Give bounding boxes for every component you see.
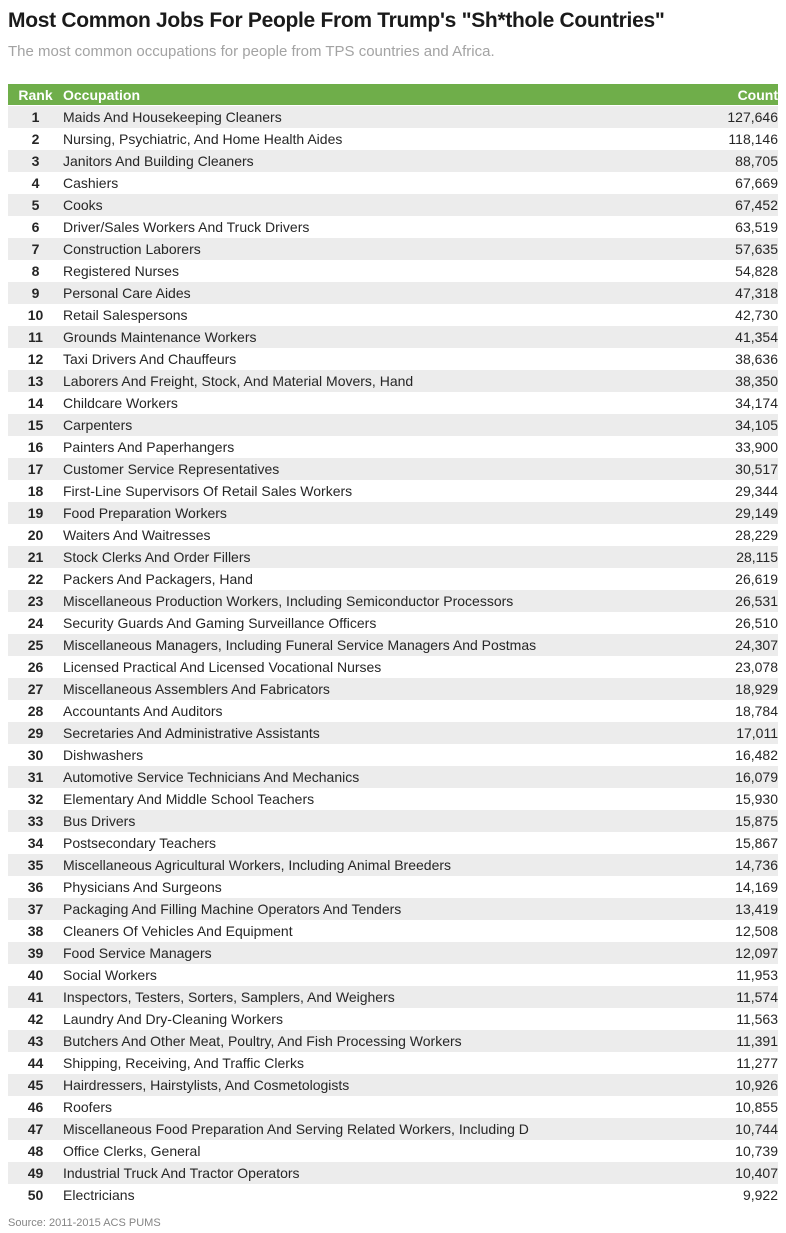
rank-cell: 30 (27, 747, 44, 764)
table-row (8, 590, 778, 612)
occupation-cell: Personal Care Aides (63, 285, 191, 302)
table-row (8, 216, 778, 238)
table-row (8, 920, 778, 942)
rank-cell: 21 (27, 549, 44, 566)
rank-cell: 1 (31, 109, 40, 126)
occupation-cell: Hairdressers, Hairstylists, And Cosmetologists (63, 1077, 350, 1094)
table-row (8, 1030, 778, 1052)
rank-cell: 25 (27, 637, 44, 654)
count-cell: 11,953 (736, 967, 778, 984)
rank-cell: 41 (27, 989, 44, 1006)
rank-cell: 44 (27, 1055, 44, 1072)
count-cell: 15,875 (735, 813, 778, 830)
table-row (8, 832, 778, 854)
count-cell: 11,277 (736, 1055, 778, 1072)
count-cell: 67,669 (735, 175, 778, 192)
rank-cell: 24 (27, 615, 44, 632)
occupation-cell: Dishwashers (63, 747, 144, 764)
rank-cell: 14 (27, 395, 44, 412)
occupation-cell: Stock Clerks And Order Fillers (63, 549, 251, 566)
rank-cell: 11 (28, 329, 43, 346)
count-cell: 16,079 (735, 769, 778, 786)
table-header (8, 84, 778, 106)
table-row (8, 370, 778, 392)
count-cell: 34,174 (735, 395, 778, 412)
rank-cell: 17 (27, 461, 44, 478)
table-row (8, 1184, 778, 1206)
rank-cell: 39 (27, 945, 44, 962)
occupation-cell: Shipping, Receiving, And Traffic Clerks (63, 1055, 304, 1072)
rank-cell: 38 (27, 923, 44, 940)
count-cell: 118,146 (728, 131, 778, 148)
table-row (8, 634, 778, 656)
rank-cell: 49 (27, 1165, 44, 1182)
occupation-cell: Laborers And Freight, Stock, And Material Movers, Hand (63, 373, 414, 390)
occupation-cell: Miscellaneous Production Workers, Including Semiconductor Processors (63, 593, 514, 610)
rank-cell: 42 (27, 1011, 44, 1028)
rank-cell: 46 (27, 1099, 44, 1116)
occupation-cell: Miscellaneous Food Preparation And Serving Related Workers, Including D (63, 1121, 529, 1138)
jobs-table (8, 84, 778, 1206)
rank-cell: 31 (27, 769, 44, 786)
occupation-cell: Industrial Truck And Tractor Operators (63, 1165, 300, 1182)
table-row (8, 524, 778, 546)
rank-cell: 19 (27, 505, 44, 522)
rank-cell: 27 (27, 681, 44, 698)
occupation-cell: Roofers (63, 1099, 113, 1116)
rank-cell: 10 (27, 307, 44, 324)
column-header-occupation: Occupation (63, 84, 686, 106)
page-title: Most Common Jobs For People From Trump's "Sh*thole Countries" (8, 9, 665, 32)
count-cell: 23,078 (735, 659, 778, 676)
column-header-rank: Rank (8, 84, 63, 106)
count-cell: 15,867 (735, 835, 778, 852)
column-header-count: Count (686, 84, 778, 106)
occupation-cell: Registered Nurses (63, 263, 179, 280)
rank-cell: 18 (27, 483, 44, 500)
rank-cell: 4 (31, 175, 40, 192)
table-row (8, 744, 778, 766)
rank-cell: 47 (27, 1121, 44, 1138)
occupation-cell: Packaging And Filling Machine Operators And Tenders (63, 901, 402, 918)
table-row (8, 304, 778, 326)
table-row (8, 458, 778, 480)
table-row (8, 414, 778, 436)
count-cell: 9,922 (742, 1187, 778, 1204)
occupation-cell: Grounds Maintenance Workers (63, 329, 257, 346)
occupation-cell: Security Guards And Gaming Surveillance Officers (63, 615, 377, 632)
table-row (8, 194, 778, 216)
count-cell: 13,419 (735, 901, 778, 918)
occupation-cell: Construction Laborers (63, 241, 201, 258)
page-subtitle: The most common occupations for people from TPS countries and Africa. (8, 43, 495, 61)
rank-cell: 26 (27, 659, 44, 676)
table-row (8, 1008, 778, 1030)
count-cell: 11,563 (736, 1011, 778, 1028)
rank-cell: 43 (27, 1033, 44, 1050)
occupation-cell: Nursing, Psychiatric, And Home Health Aides (63, 131, 343, 148)
count-cell: 38,350 (735, 373, 778, 390)
count-cell: 29,344 (735, 483, 778, 500)
count-cell: 26,531 (735, 593, 778, 610)
rank-cell: 22 (27, 571, 44, 588)
occupation-cell: Social Workers (63, 967, 157, 984)
table-row (8, 612, 778, 634)
count-cell: 18,784 (735, 703, 778, 720)
count-cell: 10,926 (735, 1077, 778, 1094)
rank-cell: 37 (27, 901, 44, 918)
count-cell: 26,510 (735, 615, 778, 632)
table-row (8, 260, 778, 282)
table-row (8, 348, 778, 370)
table-row (8, 480, 778, 502)
count-cell: 14,169 (735, 879, 778, 896)
occupation-cell: Janitors And Building Cleaners (63, 153, 254, 170)
count-cell: 28,115 (736, 549, 778, 566)
occupation-cell: Cooks (63, 197, 103, 214)
rank-cell: 9 (31, 285, 40, 302)
occupation-cell: Inspectors, Testers, Sorters, Samplers, And Weighers (63, 989, 395, 1006)
occupation-cell: Food Service Managers (63, 945, 212, 962)
occupation-cell: First-Line Supervisors Of Retail Sales Workers (63, 483, 353, 500)
count-cell: 63,519 (735, 219, 778, 236)
occupation-cell: Maids And Housekeeping Cleaners (63, 109, 282, 126)
occupation-cell: Elementary And Middle School Teachers (63, 791, 315, 808)
occupation-cell: Painters And Paperhangers (63, 439, 235, 456)
occupation-cell: Taxi Drivers And Chauffeurs (63, 351, 237, 368)
table-row (8, 238, 778, 260)
rank-cell: 29 (27, 725, 44, 742)
table-row (8, 128, 778, 150)
table-row (8, 1074, 778, 1096)
rank-cell: 2 (31, 131, 40, 148)
table-row (8, 722, 778, 744)
table-row (8, 788, 778, 810)
rank-cell: 6 (31, 219, 40, 236)
table-row (8, 964, 778, 986)
count-cell: 26,619 (735, 571, 778, 588)
table-row (8, 1096, 778, 1118)
occupation-cell: Physicians And Surgeons (63, 879, 222, 896)
table-row (8, 546, 778, 568)
count-cell: 41,354 (735, 329, 778, 346)
count-cell: 14,736 (735, 857, 778, 874)
table-row (8, 1118, 778, 1140)
occupation-cell: Electricians (63, 1187, 135, 1204)
occupation-cell: Licensed Practical And Licensed Vocational Nurses (63, 659, 382, 676)
count-cell: 15,930 (735, 791, 778, 808)
table-row (8, 1140, 778, 1162)
count-cell: 88,705 (735, 153, 778, 170)
occupation-cell: Bus Drivers (63, 813, 136, 830)
rank-cell: 45 (27, 1077, 44, 1094)
table-row (8, 150, 778, 172)
count-cell: 17,011 (736, 725, 778, 742)
occupation-cell: Secretaries And Administrative Assistants (63, 725, 320, 742)
count-cell: 24,307 (735, 637, 778, 654)
occupation-cell: Childcare Workers (63, 395, 178, 412)
rank-cell: 3 (31, 153, 40, 170)
occupation-cell: Postsecondary Teachers (63, 835, 217, 852)
count-cell: 33,900 (735, 439, 778, 456)
rank-cell: 12 (27, 351, 44, 368)
count-cell: 10,407 (735, 1165, 778, 1182)
count-cell: 11,391 (736, 1033, 778, 1050)
count-cell: 10,739 (735, 1143, 778, 1160)
occupation-cell: Miscellaneous Assemblers And Fabricators (63, 681, 330, 698)
count-cell: 127,646 (727, 109, 778, 126)
table-row (8, 172, 778, 194)
occupation-cell: Waiters And Waitresses (63, 527, 211, 544)
rank-cell: 7 (31, 241, 40, 258)
count-cell: 12,508 (735, 923, 778, 940)
occupation-cell: Miscellaneous Agricultural Workers, Including Animal Breeders (63, 857, 452, 874)
occupation-cell: Retail Salespersons (63, 307, 188, 324)
count-cell: 42,730 (735, 307, 778, 324)
count-cell: 29,149 (735, 505, 778, 522)
table-row (8, 942, 778, 964)
table-row (8, 326, 778, 348)
count-cell: 67,452 (735, 197, 778, 214)
source-note: Source: 2011-2015 ACS PUMS (8, 1217, 161, 1230)
count-cell: 10,744 (735, 1121, 778, 1138)
rank-cell: 40 (27, 967, 44, 984)
occupation-cell: Office Clerks, General (63, 1143, 201, 1160)
rank-cell: 35 (27, 857, 44, 874)
table-row (8, 898, 778, 920)
occupation-cell: Laundry And Dry-Cleaning Workers (63, 1011, 283, 1028)
count-cell: 28,229 (735, 527, 778, 544)
table-row (8, 502, 778, 524)
count-cell: 57,635 (735, 241, 778, 258)
table-row (8, 392, 778, 414)
rank-cell: 23 (27, 593, 44, 610)
table-row (8, 700, 778, 722)
rank-cell: 50 (27, 1187, 44, 1204)
rank-cell: 34 (27, 835, 44, 852)
count-cell: 10,855 (735, 1099, 778, 1116)
occupation-cell: Packers And Packagers, Hand (63, 571, 253, 588)
table-row (8, 1052, 778, 1074)
rank-cell: 20 (27, 527, 44, 544)
table-row (8, 106, 778, 129)
count-cell: 38,636 (735, 351, 778, 368)
table-row (8, 656, 778, 678)
count-cell: 12,097 (735, 945, 778, 962)
occupation-cell: Butchers And Other Meat, Poultry, And Fish Processing Workers (63, 1033, 462, 1050)
rank-cell: 5 (31, 197, 40, 214)
rank-cell: 32 (27, 791, 44, 808)
occupation-cell: Food Preparation Workers (63, 505, 227, 522)
occupation-cell: Miscellaneous Managers, Including Funeral Service Managers And Postmas (63, 637, 537, 654)
occupation-cell: Customer Service Representatives (63, 461, 280, 478)
table-body (8, 106, 778, 1207)
rank-cell: 33 (27, 813, 44, 830)
count-cell: 34,105 (735, 417, 778, 434)
table-row (8, 282, 778, 304)
occupation-cell: Automotive Service Technicians And Mechanics (63, 769, 360, 786)
rank-cell: 36 (27, 879, 44, 896)
count-cell: 47,318 (735, 285, 778, 302)
rank-cell: 8 (31, 263, 40, 280)
header-row (8, 84, 778, 106)
rank-cell: 48 (27, 1143, 44, 1160)
table-row (8, 810, 778, 832)
occupation-cell: Cleaners Of Vehicles And Equipment (63, 923, 293, 940)
table-row (8, 436, 778, 458)
count-cell: 11,574 (736, 989, 778, 1006)
table-row (8, 766, 778, 788)
rank-cell: 16 (27, 439, 44, 456)
table-row (8, 854, 778, 876)
rank-cell: 28 (27, 703, 44, 720)
rank-cell: 15 (27, 417, 44, 434)
table-row (8, 986, 778, 1008)
count-cell: 18,929 (735, 681, 778, 698)
table-row (8, 678, 778, 700)
rank-cell: 13 (27, 373, 44, 390)
table-row (8, 568, 778, 590)
table-row (8, 1162, 778, 1184)
occupation-cell: Carpenters (63, 417, 133, 434)
occupation-cell: Driver/Sales Workers And Truck Drivers (63, 219, 310, 236)
occupation-cell: Accountants And Auditors (63, 703, 223, 720)
table-row (8, 876, 778, 898)
count-cell: 16,482 (735, 747, 778, 764)
count-cell: 30,517 (735, 461, 778, 478)
count-cell: 54,828 (735, 263, 778, 280)
occupation-cell: Cashiers (63, 175, 119, 192)
